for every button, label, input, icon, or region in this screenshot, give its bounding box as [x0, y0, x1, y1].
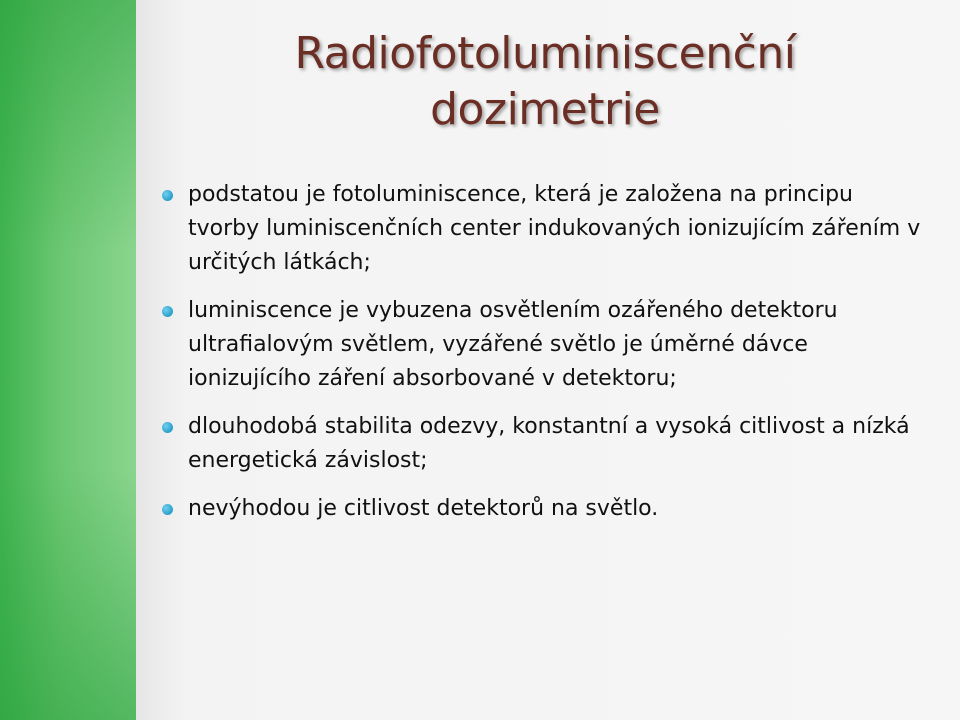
bullet-item — [160, 410, 930, 478]
bullet-text: podstatou je fotoluminiscence, která je založena na principu tvorby luminiscenčních center indukovaných ionizujícím zářením v určitých látkách; — [188, 182, 921, 275]
bullet-text: nevýhodou je citlivost detektorů na světlo. — [188, 496, 659, 521]
bullet-dot-icon — [162, 504, 173, 515]
bullet-text: dlouhodobá stabilita odezvy, konstantní a vysoká citlivost a nízká energetická závislost; — [188, 414, 910, 473]
bullet-item — [160, 178, 930, 280]
bullet-item — [160, 294, 930, 396]
side-decorative-band — [0, 0, 136, 720]
bullet-text: luminiscence je vybuzena osvětlením ozářeného detektoru ultrafialovým světlem, vyzářené světlo je úměrné dávce ionizujícího záření absorbované v detektoru; — [188, 298, 838, 391]
bullet-dot-icon — [162, 422, 173, 433]
slide-title — [180, 26, 910, 138]
slide-title-line-1: Radiofotoluminiscenční — [294, 28, 796, 79]
bullet-item — [160, 492, 930, 526]
bullet-list — [160, 178, 930, 526]
bullet-dot-icon — [162, 190, 173, 201]
bullet-dot-icon — [162, 306, 173, 317]
slide-title-line-2: dozimetrie — [430, 84, 660, 135]
